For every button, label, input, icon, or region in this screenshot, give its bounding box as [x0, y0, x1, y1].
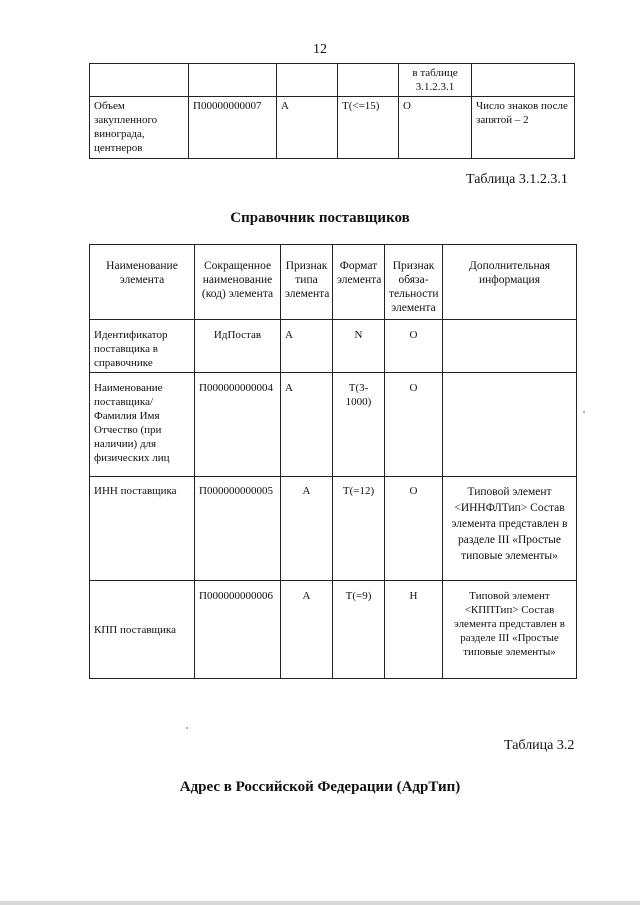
table-cell: А	[281, 320, 333, 373]
table-cell: А	[281, 581, 333, 679]
table-cell: Т(=12)	[333, 477, 385, 581]
table-cell: ИдПостав	[195, 320, 281, 373]
column-header: Признак типа элемента	[281, 245, 333, 320]
table-cell: А	[281, 477, 333, 581]
table-title: Справочник поставщиков	[230, 210, 410, 226]
table-cell: Н	[385, 581, 443, 679]
table-cell: О	[385, 320, 443, 373]
column-header: Дополнительная информация	[443, 245, 577, 320]
table-cell: N	[333, 320, 385, 373]
table-cell: О	[399, 97, 472, 159]
table-cell	[443, 320, 577, 373]
table-row	[90, 373, 577, 477]
table-row	[90, 64, 575, 97]
column-header: Наименование элемента	[90, 245, 195, 320]
next-table-caption: Таблица 3.2	[504, 738, 575, 753]
scan-speck	[186, 727, 188, 729]
table-row	[90, 477, 577, 581]
table-cell	[189, 64, 277, 97]
table-cell	[90, 64, 189, 97]
scan-speck	[583, 411, 585, 413]
table-cell: КПП поставщика	[90, 581, 195, 679]
scan-edge	[0, 901, 640, 905]
column-header: Формат элемента	[333, 245, 385, 320]
table-cell: А	[277, 97, 338, 159]
page-number: 12	[313, 42, 327, 57]
table-cell: Наименование поставщика/ Фамилия Имя Отчество (при наличии) для физических лиц	[90, 373, 195, 477]
table-header-row	[90, 245, 577, 320]
next-table-title: Адрес в Российской Федерации (АдрТип)	[179, 779, 461, 795]
suppliers-table	[89, 244, 577, 679]
table-cell	[443, 373, 577, 477]
table-row	[90, 97, 575, 159]
table-cell: А	[281, 373, 333, 477]
table-cell: Объем закупленного винограда, центнеров	[90, 97, 189, 159]
table-cell: П000000000005	[195, 477, 281, 581]
table-cell: П000000000006	[195, 581, 281, 679]
table-cell: Типовой элемент <КППТип> Состав элемента представлен в разделе III «Простые типовые элементы»	[443, 581, 577, 679]
table-cell: в таблице 3.1.2.3.1	[399, 64, 472, 97]
table-cell	[338, 64, 399, 97]
table-cell: Т(=9)	[333, 581, 385, 679]
table-cell: П00000000007	[189, 97, 277, 159]
table-cell: О	[385, 477, 443, 581]
table-cell: Т(<=15)	[338, 97, 399, 159]
table-cell: Идентификатор поставщика в справочнике	[90, 320, 195, 373]
top-table-fragment	[89, 63, 575, 159]
table-cell: Т(3-1000)	[333, 373, 385, 477]
column-header: Сокращенное наименование (код) элемента	[195, 245, 281, 320]
table-cell	[277, 64, 338, 97]
table-row	[90, 581, 577, 679]
table-cell: П000000000004	[195, 373, 281, 477]
table-row	[90, 320, 577, 373]
table-cell: Типовой элемент <ИННФЛТип> Состав элемента представлен в разделе III «Простые типовые элементы»	[443, 477, 577, 581]
table-cell: Число знаков после запятой – 2	[472, 97, 575, 159]
column-header: Признак обяза-тельности элемента	[385, 245, 443, 320]
table-caption: Таблица 3.1.2.3.1	[466, 172, 568, 187]
table-cell: О	[385, 373, 443, 477]
table-cell: ИНН поставщика	[90, 477, 195, 581]
table-cell	[472, 64, 575, 97]
